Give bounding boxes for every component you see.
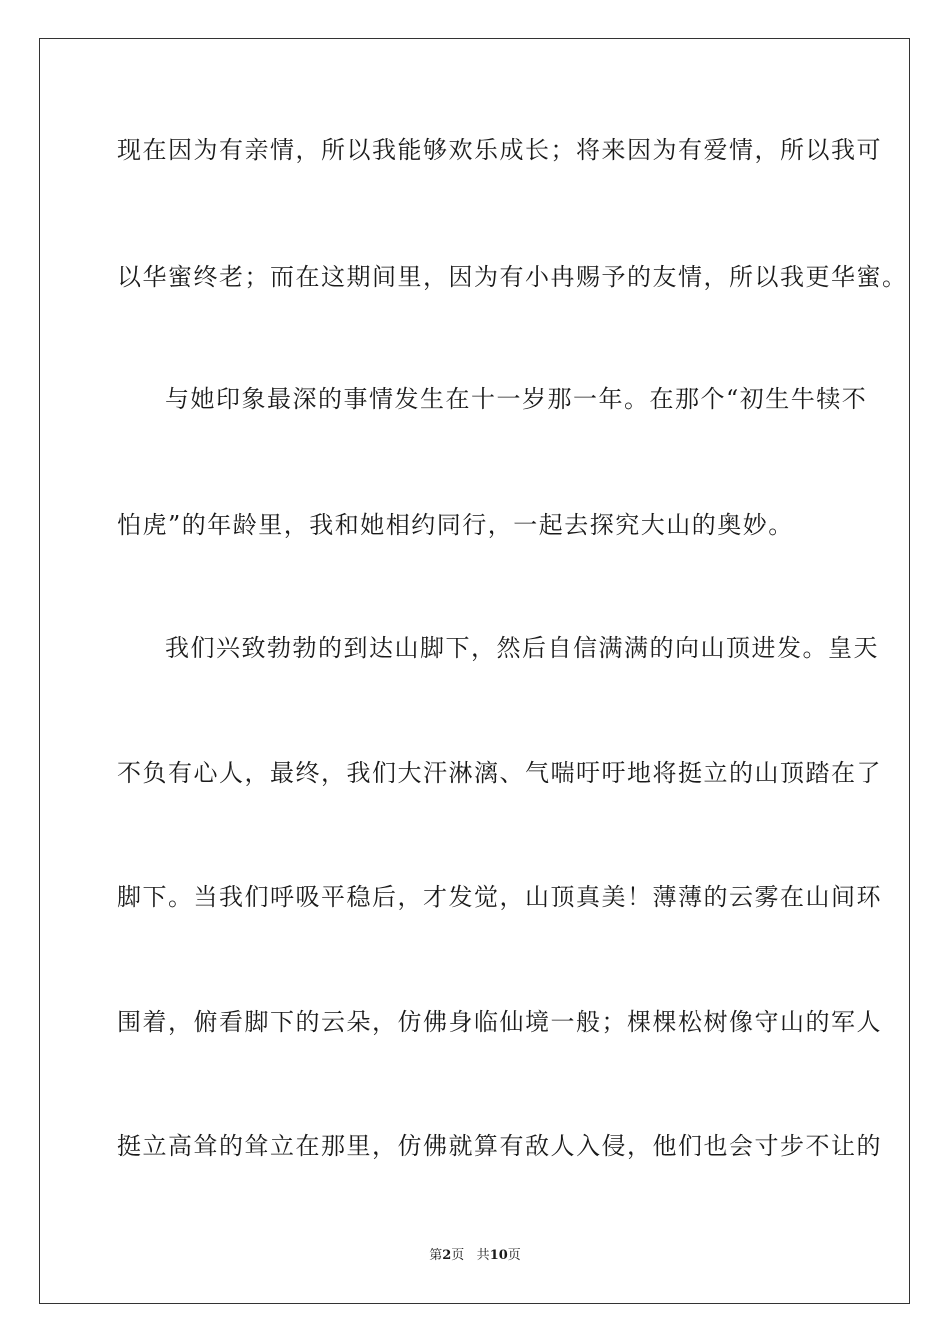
text-line-1: 现在因为有亲情，所以我能够欢乐成长；将来因为有爱情，所以我可 [117,136,882,164]
footer-page-number: 2 [442,1248,452,1263]
text-line-7: 脚下。当我们呼吸平稳后，才发觉，山顶真美！薄薄的云雾在山间环 [117,883,882,911]
page-footer [0,1247,950,1265]
text-line-2: 以华蜜终老；而在这期间里，因为有小冉赐予的友情，所以我更华蜜。 [117,263,908,291]
text-line-6: 不负有心人，最终，我们大汗淋漓、气喘吁吁地将挺立的山顶踏在了 [117,759,882,787]
text-line-8: 围着，俯看脚下的云朵，仿佛身临仙境一般；棵棵松树像守山的军人 [117,1008,882,1036]
text-line-4: 怕虎”的年龄里，我和她相约同行，一起去探究大山的奥妙。 [117,511,794,539]
footer-total-suffix: 页 [507,1248,521,1263]
text-line-3: 与她印象最深的事情发生在十一岁那一年。在那个“初生牛犊不 [165,385,868,413]
footer-page-prefix: 第 [429,1248,443,1263]
footer-total-pages: 10 [489,1248,508,1263]
text-line-9: 挺立高耸的耸立在那里，仿佛就算有敌人入侵，他们也会寸步不让的 [117,1132,882,1160]
text-line-5: 我们兴致勃勃的到达山脚下，然后自信满满的向山顶进发。皇天 [165,634,879,662]
page-border [39,38,910,1304]
footer-page-suffix: 页 [451,1248,465,1263]
footer-total-prefix: 共 [476,1248,490,1263]
